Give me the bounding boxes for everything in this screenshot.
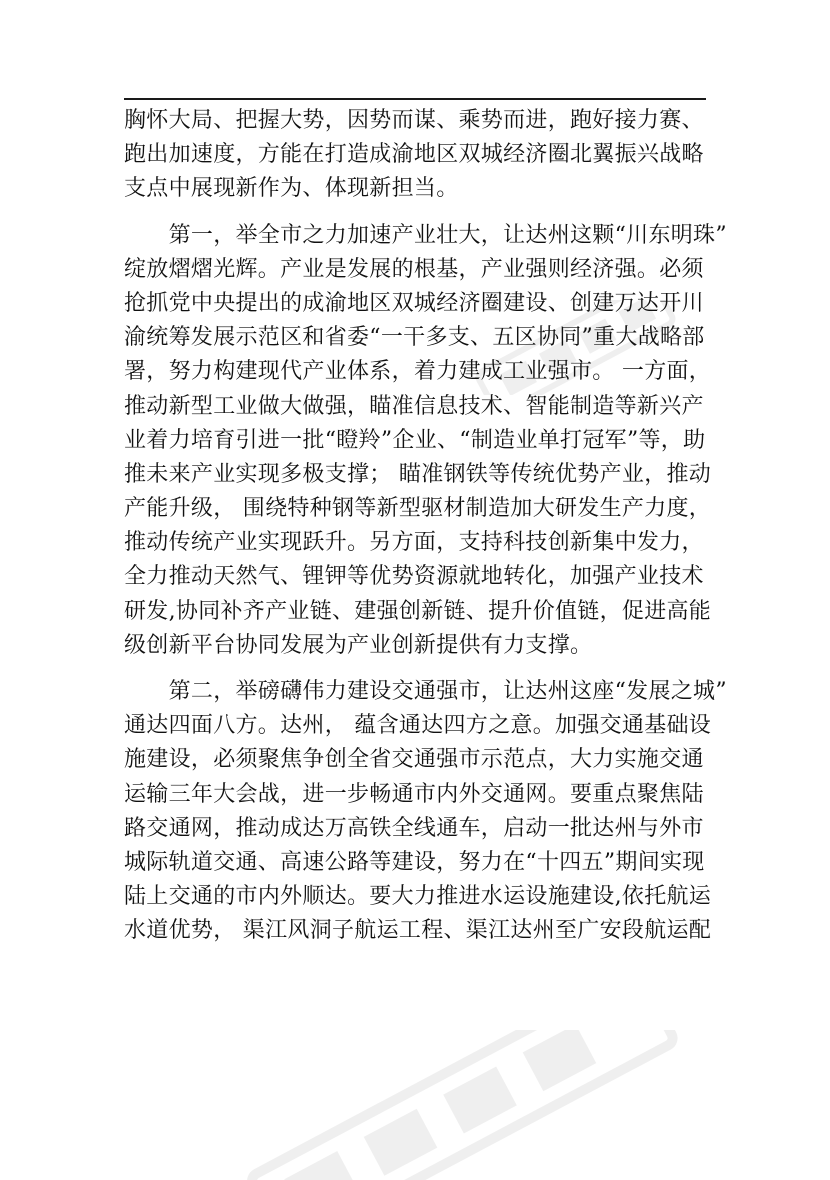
text-line: 施建设，必须聚焦争创全省交通强市示范点，大力实施交通 (124, 747, 704, 773)
header-rule (124, 98, 706, 100)
text-line: 级创新平台协同发展为产业创新提供有力支撑。 (124, 632, 593, 658)
text-line: 抢抓党中央提出的成渝地区双城经济圈建设、创建万达开川 (124, 290, 704, 316)
text-line: 推未来产业实现多极支撑； 瞄准钢铁等传统优势产业，推动 (124, 461, 712, 487)
text-line: 第一，举全市之力加速产业壮大，让达州这颗“川东明珠” (124, 222, 727, 248)
text-line: 支点中展现新作为、体现新担当。 (124, 176, 459, 202)
text-line: 胸怀大局、把握大势，因势而谋、乘势而进，跑好接力赛、 (124, 108, 704, 133)
paragraph (124, 104, 708, 207)
text-line: 署，努力构建现代产业体系，着力建成工业强市。 一方面， (124, 359, 712, 385)
paragraph (124, 675, 727, 949)
text-line: 水道优势， 渠江风洞子航运工程、渠江达州至广安段航运配 (124, 918, 712, 944)
text-line: 城际轨道交通、高速公路等建设，努力在“十四五”期间实现 (124, 849, 705, 875)
text-line: 运输三年大会战，进一步畅通市内外交通网。要重点聚焦陆 (124, 781, 704, 807)
text-line: 推动新型工业做大做强，瞄准信息技术、智能制造等新兴产 (124, 393, 704, 419)
text-line: 第二，举磅礴伟力建设交通强市，让达州这座“发展之城” (124, 679, 727, 704)
text-line: 绽放熠熠光辉。产业是发展的根基，产业强则经济强。必须 (124, 256, 704, 282)
text-line: 产能升级， 围绕特种钢等新型驱材制造加大研发生产力度， (124, 496, 712, 522)
text-line: 通达四面八方。达州， 蕴含通达四方之意。加强交通基础设 (124, 713, 712, 739)
text-line: 推动传统产业实现跃升。另方面，支持科技创新集中发力， (124, 530, 704, 556)
text-line: 路交通网，推动成达万高铁全线通车，启动一批达州与外市 (124, 815, 704, 841)
document-body (124, 104, 727, 961)
text-line: 研发,协同补齐产业链、建强创新链、提升价值链，促进高能 (124, 598, 712, 624)
watermark-bottom (200, 1030, 720, 1180)
text-line: 全力推动天然气、锂钾等优势资源就地转化，加强产业技术 (124, 564, 704, 590)
text-line: 跑出加速度，方能在打造成渝地区双城经济圈北翼振兴战略 (124, 142, 704, 168)
paragraph (124, 219, 727, 663)
text-line: 业着力培育引进一批“瞪羚”企业、“制造业单打冠军”等，助 (124, 427, 706, 453)
text-line: 陆上交通的市内外顺达。要大力推进水运设施建设,依托航运 (124, 884, 712, 910)
text-line: 渝统筹发展示范区和省委“一干多支、五区协同”重大战略部 (124, 325, 705, 351)
